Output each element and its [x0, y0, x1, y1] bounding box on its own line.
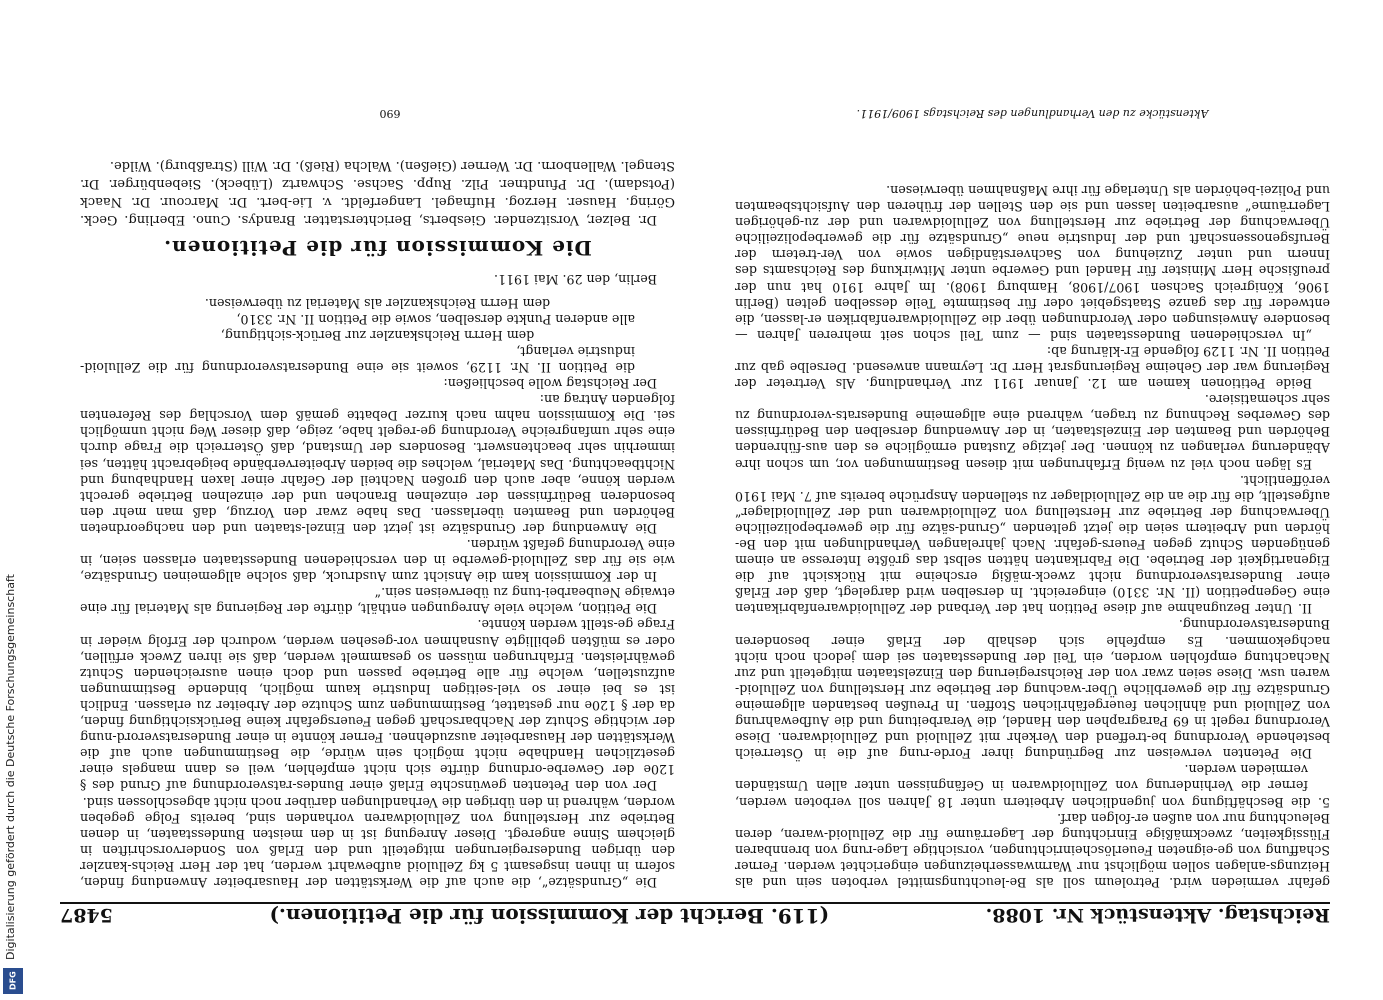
dfg-logo-icon: DFG: [3, 968, 23, 994]
header-page-number: 5487: [60, 904, 113, 926]
header-left: Reichstag. Aktenstück Nr. 1088.: [985, 904, 1330, 926]
paragraph: Die Petenten verweisen zur Begründung ihrer Forde-rung auf die in Österreich bestehende Verordnung be-treffend den Verkehr mit Zelluloid und Zelluloidwaren. Diese Verordnung regelt in 69 Paragraphen den Handel, die Verarbeitung und die Aufbewahrung von Zelluloid und ähnlichen feuergefährlichen Stoffen. In Preußen bestanden allgemeine Grundsätze für die gewerbliche Über-wachung der Betriebe zur Herstellung von Zelluloid-waren usw. Diese seien zwar von der Reichsregierung den Einzelstaaten mitgeteilt und zur Nachachtung empfohlen worden, ein Teil der Bundesstaaten sei dem jedoch noch nicht nachgekommen. Es empfehle sich deshalb der Erlaß einer besonderen Bundesratsverordnung.: [735, 617, 1330, 762]
paragraph: In der Kommission kam die Ansicht zum Ausdruck, daß solche allgemeinen Grundsätze, wie sie für das Zelluloid-gewerbe in den verschiedenen Bundesstaaten erlassen seien, in eine Verordnung gefaßt würden.: [80, 537, 675, 585]
right-column: [80, 130, 675, 890]
paragraph: gefahr vermieden wird. Petroleum soll als Be-leuchtungsmittel verboten sein und als Heizungs-anlagen sollen möglichst nur Warmwasserheizungen eingerichtet werden. Ferner Schaffung von ge-eigneten Feuerlöscheinrichtungen, vorsichtige Lage-rung von brennbaren Flüssigkeiten, zweckmäßige Einrichtung der Lagerräume für die Zelluloid-waren, deren Beleuchtung nur von außen er-folgen darf.: [735, 810, 1330, 890]
paragraph: Die Petition, welche viele Anregungen enthält, dürfte der Regierung als Material für eine etwaige Neubearbei-tung zu überweisen sein.“: [80, 585, 675, 617]
resolution-item: die Petition II. Nr. 1129, soweit sie eine Bundesratsverordnung für die Zelluloid-industrie verlangt,: [80, 343, 635, 375]
left-column: [735, 130, 1330, 890]
rotated-document-page: [60, 58, 1330, 938]
resolution-date: Berlin, den 29. Mai 1911.: [493, 271, 657, 287]
commission-members: Dr. Belzer, Vorsitzender. Giesberts, Berichterstatter. Brandys. Cuno. Eberling. Geck. Göring. Hauser. Herzog. Hufnagel. Langerfeldt. v. Lie-bert. Dr. Marcour. Dr. Naack (Potsdam). Dr. Pfundtner. Pilz. Rupp. Sachse. Schwartz (Lübeck). Siebenbürger. Dr. Stengel. Wallenborn. Dr. Werner (Gießen). Walcha (Rieß). Dr. Will (Straßburg). Wilde.: [80, 158, 675, 228]
resolution-item: dem Herrn Reichskanzler zur Berück-sichtigung,: [220, 327, 535, 343]
item-text: die Beschäftigung von jugendlichen Arbeitern unter 18 Jahren soll verboten werden, ferner die Verhinderung von Zelluloidwaren in Gefängnissen unter allen Umständen vermieden werden.: [735, 762, 1311, 810]
paragraph: Der von den Petenten gewünschte Erlaß einer Bundes-ratsverordnung auf Grund des § 120e der Gewerbe-ordnung dürfte sich nicht empfehlen, weil es dann mangels einer gesetzlichen Handhabe nicht möglich sein würde, die Bestimmungen auch auf die Werkstätten der Hausarbeiter auszudehnen. Ferner könnte in einer Bundesratsverord-nung der wichtige Schutz der Nachbarschaft gegen Feuersgefahr keine Berücksichtigung finden, da der § 120e nur gestattet, Bestimmungen zum Schutze der Arbeiter zu erlassen. Endlich ist es bei einer so viel-seitigen Industrie kaum möglich, bindende Bestimmungen aufzustellen, welche für alle Betriebe passen und doch einen ausreichenden Schutz gewährleisten. Erfahrungen müssen so gesammelt werden, daß sie ihren Zweck erfüllen, oder es müßten gebilligte Ausnahmen vor-gesehen werden, wodurch der Erfolg wieder in Frage ge-stellt werden könnte.: [80, 617, 675, 794]
paragraph: „In verschiedenen Bundesstaaten sind — zum Teil schon seit mehreren Jahren — besondere Anweisungen oder Verordnungen über die Zelluloidwarenfabriken er-lassen, die entweder für das ganze Staatsgebiet oder für bestimmte Teile desselben gelten (Berlin 1906, Königreich Sachsen 1907/1908, Hamburg 1908). Im Jahre 1910 hat nun der preußische Herr Minister für Handel und Gewerbe unter Mitwirkung des Reichsamts des Innern und unter Zuziehung von Sachverständigen sowie von Ver-tretern der Berufsgenossenschaft und der Industrie neue „Grundsätze für die gewerbepolizeiliche Überwachung der Betriebe zur Herstellung von Zelluloidwaren und der zu-gehörigen Lagerräume“ ausarbeiten lassen und sie den Stellen der früheren den Aufsichtsbeamten und Polizei-behörden als Unterlage für ihre Maßnahmen überwiesen.: [735, 182, 1330, 343]
page-number: 690: [379, 107, 401, 120]
header-center: (119. Bericht der Kommission für die Petitionen.): [269, 904, 830, 928]
paragraph: Die Anwendung der Grundsätze ist jetzt den Einzel-staaten und den nachgeordneten Behörden und Beamten überlassen. Das habe zwar den Vorzug, daß man mehr den besonderen Bedürfnissen der einzelnen Branchen und der einzelnen Betriebe gerecht werden könne, aber auch den großen Nachteil der Gefahr einer laxen Handhabung und Nichtbeachtung. Das Material, welches die beiden Arbeiterverbände beigebracht hätten, sei immerhin sehr beachtenswert. Besonders der Umstand, daß Österreich die Frage durch eine sehr umfangreiche Verordnung ge-regelt habe, zeige, daß dieser Weg nicht unmöglich sei. Die Kommission nahm nach kurzer Debatte gemäß dem Vorschlag des Referenten folgenden Antrag an:: [80, 392, 675, 536]
resolution-intro: Der Reichstag wolle beschließen:: [443, 376, 657, 392]
paragraph: Beide Petitionen kamen am 12. Januar 1911 zur Verhandlung. Als Vertreter der Regierung war der Geheime Regierungsrat Herr Dr. Leymann anwesend. Derselbe gab zur Petition II. Nr. 1129 folgende Er-klärung ab:: [735, 343, 1330, 392]
paragraph: Es lägen noch viel zu wenig Erfahrungen mit diesen Bestimmungen vor, um schon ihre Abänderung verlangen zu können. Der jetzige Zustand ermögliche es den aus-führenden Behörden und Beamten der Einzelstaaten, in der Anwendung derselben den Bedürfnissen des Gewerbes Rechnung zu tragen, während eine allgemeine Bundesrats-verordnung zu sehr schematisiere.: [735, 392, 1330, 472]
paragraph: II. Unter Bezugnahme auf diese Petition hat der Verband der Zelluloidwarenfabrikanten eine Gegenpetition (II. Nr. 3310) eingereicht. In derselben wird dargelegt, daß der Erlaß einer Bundesratsverordnung nicht zweck-mäßig erscheine mit Rücksicht auf die Eigenartigkeit der Betriebe. Die Fabrikanten hätten selbst das größte Interesse an einem genügenden Schutz gegen Feuers-gefahr. Nach jahrelangen Verhandlungen mit den Be-hörden und Arbeitern seien die jetzt geltenden „Grund-sätze für die gewerbepolizeiliche Überwachung der Betriebe zur Herstellung von Zelluloidwaren und der Zelluloidlager“ aufgestellt, die für die an die Zelluloidlager zu stellenden Ansprüche bereits auf 7. Mai 1910 veröffentlicht.: [735, 472, 1330, 617]
digitization-credit: Digitalisierung gefördert durch die Deutsche Forschungsgemeinschaft: [4, 574, 17, 960]
paragraph: Die „Grundsätze“, die auch auf die Werkstätten der Hausarbeiter Anwendung finden, sofern in ihnen insgesamt 5 kg Zelluloid aufbewahrt werden, hat der Herr Reichs-kanzler den übrigen Bundesregierungen mitgeteilt und den Erlaß von Sondervorschriften in gleichem Sinne angeregt. Dieser Anregung ist in den meisten Bundesstaaten, in denen Betriebe zur Herstellung von Zelluloidwaren vorhanden sind, bereits Folge gegeben worden, während in den übrigen die Verhandlungen darüber noch nicht abgeschlossen sind.: [80, 794, 675, 890]
side-note: [4, 560, 26, 980]
running-header: [60, 902, 1330, 938]
resolution-item: dem Herrn Reichskanzler als Material zu überweisen.: [204, 295, 551, 311]
page-footer: Aktenstücke zu den Verhandlungen des Reichstags 1909/1911.: [856, 107, 1209, 120]
commission-title: Die Kommission für die Petitionen.: [163, 236, 592, 261]
resolution-item: alle anderen Punkte derselben, sowie die Petition II. Nr. 3310,: [236, 311, 635, 327]
paragraph-item-5: 5. die Beschäftigung von jugendlichen Arbeitern unter 18 Jahren soll verboten werden, ferner die Verhinderung von Zelluloidwaren in Gefängnissen unter allen Umständen vermieden werden.: [735, 762, 1330, 810]
